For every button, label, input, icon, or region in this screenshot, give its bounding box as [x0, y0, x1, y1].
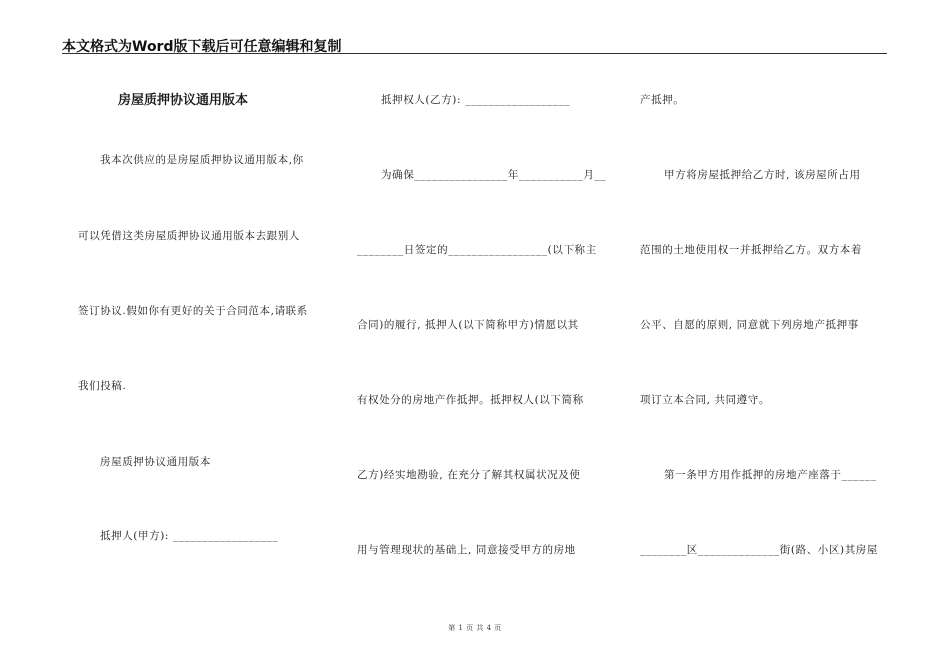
paragraph-line: 我本次供应的是房屋质押协议通用版本,你: [100, 154, 304, 166]
document-header: 本文格式为Word版下载后可任意编辑和复制: [62, 39, 342, 55]
mortgagor-field: 抵押人(甲方): __________________: [100, 530, 279, 542]
paragraph-line: 签订协议.假如你有更好的关于合同范本,请联系: [78, 305, 308, 317]
paragraph-line: ________日签定的_________________(以下称主: [357, 244, 597, 256]
paragraph-line: 为确保________________年___________月__: [381, 169, 607, 181]
paragraph-line: 甲方将房屋抵押给乙方时, 该房屋所占用: [664, 169, 861, 181]
mortgagee-field: 抵押权人(乙方): __________________: [381, 94, 571, 106]
paragraph-line: 我们投稿.: [78, 380, 127, 392]
paragraph-line: 项订立本合同, 共同遵守。: [640, 394, 770, 406]
document-title: 房屋质押协议通用版本: [118, 93, 249, 108]
section-heading: 房屋质押协议通用版本: [100, 456, 211, 468]
paragraph-line: 乙方)经实地勘验, 在充分了解其权属状况及使: [357, 469, 581, 481]
article-1-line: 第一条甲方用作抵押的房地产座落于______: [664, 469, 877, 481]
paragraph-line: 产抵押。: [640, 94, 685, 106]
paragraph-line: 公平、自愿的原则, 同意就下列房地产抵押事: [640, 319, 859, 331]
paragraph-line: 用与管理现状的基础上, 同意接受甲方的房地: [357, 544, 576, 556]
paragraph-line: 范围的土地使用权一并抵押给乙方。双方本着: [640, 244, 862, 256]
paragraph-line: 合同)的履行, 抵押人(以下简称甲方)情愿以其: [357, 319, 579, 331]
paragraph-line: 有权处分的房地产作抵押。抵押权人(以下简称: [357, 394, 584, 406]
page-number: 第 1 页 共 4 页: [448, 624, 502, 632]
header-divider: [62, 53, 887, 54]
paragraph-line: 可以凭借这类房屋质押协议通用版本去跟别人: [78, 230, 300, 242]
paragraph-line: ________区______________街(路、小区)其房屋: [640, 544, 878, 556]
